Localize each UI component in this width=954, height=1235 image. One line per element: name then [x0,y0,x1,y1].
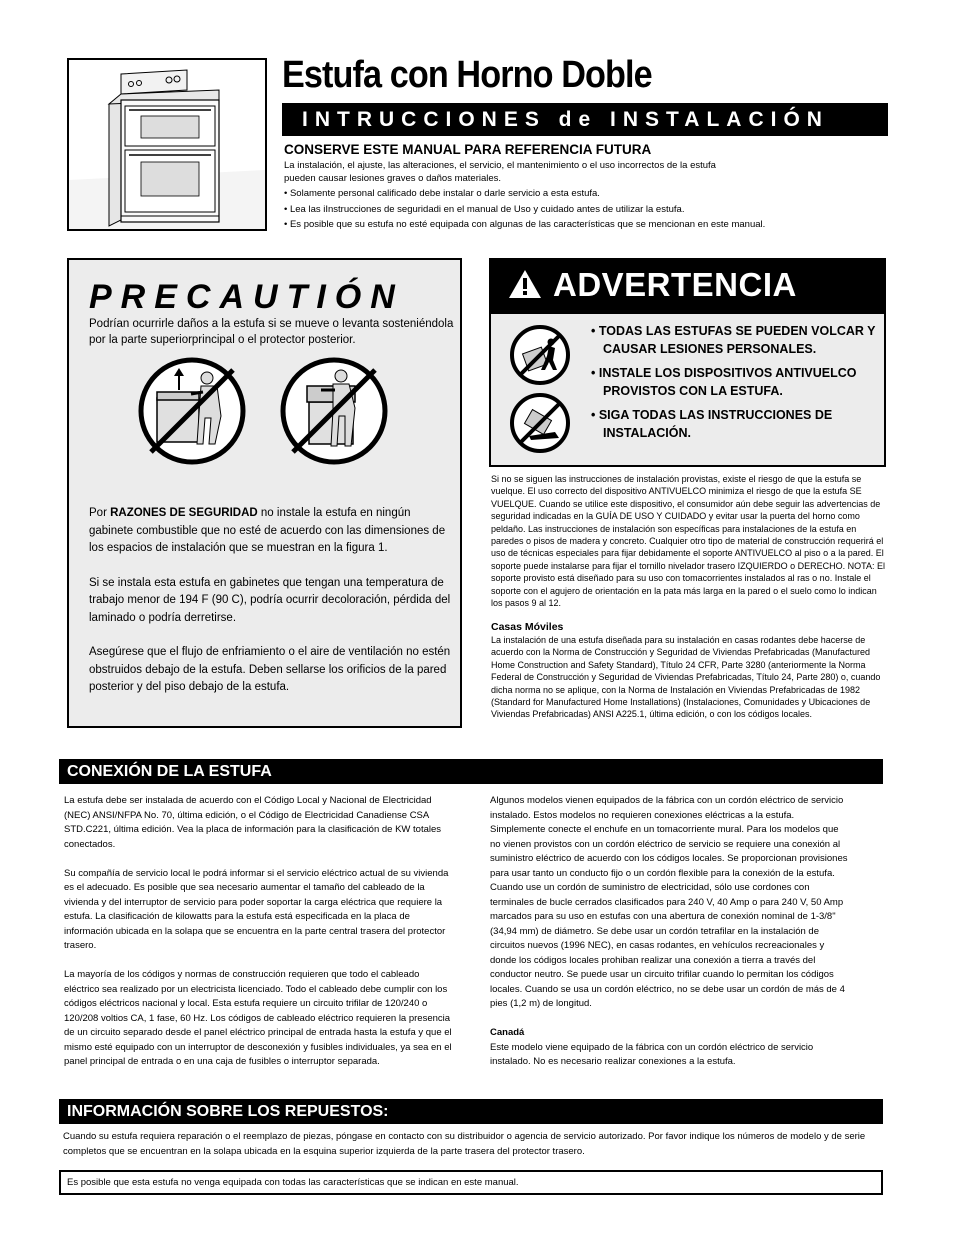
page-subtitle-bar: INTRUCCIONES de INSTALACIÓN [282,103,888,136]
no-tip-over-icon [509,324,571,386]
warning-box [489,312,886,467]
conserve-heading: CONSERVE ESTE MANUAL PARA REFERENCIA FUTURA [284,142,652,157]
connection-left-column [64,794,456,1084]
canada-heading: Canadá [490,1027,525,1038]
intro-bullet: • Lea las iInstrucciones de seguridadi en el manual de Uso y cuidado antes de utilizar la estufa. [284,203,685,215]
connection-paragraph: La estufa debe ser instalada de acuerdo con el Código Local y Nacional de Electricidad (NEC) ANSI/NFPA No. 70, última edición, o el Código de Electricidad Canadiense CSA STD.C221, última edición. Vea la placa de información para la clasificación de KW totales conectados. [64,795,442,850]
warning-text [491,473,886,721]
intro-bullet: • Solamente personal calificado debe instalar o darle servicio a esta estufa. [284,188,600,199]
warning-title: ADVERTENCIA [553,266,797,303]
mobile-homes-paragraph: La instalación de una estufa diseñada para su instalación en casas rodantes debe hacerse de acuerdo con la Norma de Construcción y Seguridad de Viviendas Prefabricadas (Manufactured Home Construction and Safety Standard), Título 24 CFR, Parte 3280 (anteriormente la Norma Federal de Construcción y Seguridad de Viviendas Prefabricadas, Título 24, Parte 280) o, cuando dicha norma no se aplique, con la Norma de Instalación en Viviendas Prefabricadas de 1982 (Standard for Manufactured Home Installations) (Instalaciones, Comunidades y Ubicaciones de Viviendas Prefabricadas) ANSI A225.1, última edición, o con los códigos locales. [491,634,881,720]
precaution-body [89,505,454,714]
no-lift-from-top-icon [137,356,247,466]
precaution-paragraph: Asegúrese que el flujo de enfriamiento o el aire de ventilación no estén obstruidos debajo de la estufa. Deben sellarse los orificios de la pared posterior y del piso debajo de la estufa. [89,646,451,693]
parts-section-bar: INFORMACIÓN SOBRE LOS REPUESTOS: [59,1099,883,1124]
connection-paragraph: Su compañía de servicio local le podrá informar si el servicio eléctrico actual de su vivienda es el adecuado. Es posible que sea necesario aumentar el tamaño del cableado de la vivienda y del interruptor de servicio para poder soportar la carga eléctrica que requiere la estufa. La clasificación de kilowatts para la estufa está especificada en la placa de información ubicada en la solapa que se encuentra en la parte central trasera del protector trasero. [64,867,449,951]
precaution-paragraph: Si se instala esta estufa en gabinetes que tengan una temperatura de trabajo menor de 194 F (90 C), podría ocurrir decoloración, pérdida del laminado o podría derretirse. [89,576,451,624]
intro-line: La instalación, el ajuste, las alteraciones, el servicio, el mantenimiento o el uso incorrectos de la estufa [284,160,716,171]
precaution-title: PRECAUTIÓN [89,278,404,316]
precaution-subtitle: Podrían ocurrirle daños a la estufa si se mueve o levanta sosteniéndola por la parte superiorprincipal o el protector posterior. [89,318,454,346]
warning-list [591,322,881,448]
warning-triangle-icon [507,268,543,300]
warning-item: • INSTALE LOS DISPOSITIVOS ANTIVUELCO PROVISTOS CON LA ESTUFA. [591,366,857,398]
connection-right-column [490,794,850,1084]
precaution-p1-rest: no instale la estufa en ningún gabinete combustible que no esté de acuerdo con las dimensiones de los espacios de instalación que se muestran en la figura 1. [89,507,446,554]
warning-item: • SIGA TODAS LAS INSTRUCCIONES DE INSTALACIÓN. [591,408,833,440]
warning-header [489,258,886,312]
intro-bullet: • Es posible que su estufa no esté equipada con algunas de las características que se mencionan en este manual. [284,219,766,230]
precaution-paragraph [89,505,454,558]
precaution-p1-bold: RAZONES DE SEGURIDAD [110,507,258,519]
no-lift-from-backguard-icon [279,356,389,466]
precaution-p1-prefix: Por [89,507,111,519]
double-oven-range-icon [69,60,265,229]
footer-note: Es posible que esta estufa no venga equipada con todas las características que se indican en este manual. [59,1170,883,1195]
connection-paragraph: Algunos modelos vienen equipados de la fábrica con un cordón eléctrico de servicio instalado. Estos modelos no requieren conexiones eléctricas a la estufa. Simplemente conecte el enchufe en un tomacorriente mural. Para los modelos que no vienen provistos con un cordón eléctrico de servicio se requiere una conexión al suministro eléctrico de acuerdo con los códigos locales. Se proporcionan provisiones para usar tanto un conducto fijo o un cordón flexible para la conexión de la estufa. Cuando use un cordón de suministro de electricidad, sólo use cordones con terminales de bucle cerrados clasificados para 240 V, 40 Amp o para 240 V, 50 Amp marcados para su uso en estufas con una abertura de conexión nominal de 1-3/8" (34,94 mm) de diámetro. Se debe usar un cordón tetrafilar en la instalación de circuitos nuevos (1996 NEC), en casas rodantes, en vehículos recreacionales y donde los códigos locales prohiban realizar una conexión a tierra a través del conductor neutro. Se puede usar un circuito trifilar cuando lo permitan los códigos locales. Cuando se usa un cordón eléctrico, no se debe usar un cordón de más de 4 pies (1,2 m) de longitud. [490,795,848,1009]
intro-text [284,160,884,232]
precaution-box [67,258,462,728]
canada-paragraph: Este modelo viene equipado de la fábrica con un cordón eléctrico de servicio instalado. No es necesario realizar conexiones a la estufa. [490,1041,814,1067]
warning-paragraph: Si no se siguen las instrucciones de instalación provistas, existe el riesgo de que la estufa se vuelque. El uso correcto del dispositivo ANTIVUELCO minimiza el riesgo de que la estufa SE VUELQUE. Cuando se utilice este dispositivo, el consumidor aún debe seguir las advertencias de seguridad indicadas en la GUÍA DE USO Y CUIDADO y evitar usar la puerta del horno como peldaño. Las instrucciones de instalación son específicas para instalaciones de la estufa en paredes o pisos de madera y concreto. Cualquier otro tipo de material de construcción requerirá el uso de técnicas especiales para fijar debidamente el soporte ANTIVUELCO al piso o a la pared. El soporte puede instalarse para fijar el tornillo nivelador trasero IZQUIERDO o DERECHO. NOTA: El soporte provisto está diseñado para su uso con tomacorrientes instalados al ras o no. Instale el soporte con el agujero de orientación en la pata más larga en la pared o el suelo como lo indican los pasos 9 al 12. [491,474,885,609]
parts-paragraph: Cuando su estufa requiera reparación o el reemplazo de piezas, póngase en contacto con su distribuidor o agencia de servicio autorizado. Por favor indique los números de modelo y de serie completos que se encuentran en la solapa ubicada en la esquina superior izquierda de la parte trasera del protector trasero. [63,1131,866,1157]
no-tip-over-icon [509,392,571,454]
stove-illustration [67,58,267,231]
connection-section-bar: CONEXIÓN DE LA ESTUFA [59,759,883,784]
warning-item: • TODAS LAS ESTUFAS SE PUEDEN VOLCAR Y CAUSAR LESIONES PERSONALES. [591,324,876,356]
page-title: Estufa con Horno Doble [282,54,652,96]
mobile-homes-heading: Casas Móviles [491,621,564,634]
intro-line: pueden causar lesiones graves o daños materiales. [284,172,502,184]
connection-paragraph: La mayoría de los códigos y normas de construcción requieren que todo el cableado eléctrico sea realizado por un electricista licenciado. Todo el cableado debe cumplir con los códigos eléctricos nacional y local. Esta estufa requiere un circuito trifilar de 120/240 o 120/208 voltios CA, 1 fase, 60 Hz. Los códigos de cableado eléctrico requieren la presencia de un circuito separado desde el panel eléctrico principal de entrada hasta la estufa y que el mismo esté equipado con un interruptor de desconexión y fusibles individuales, ya sea en el panel principal de entrada o en una caja de fusibles o interruptor separada. [64,969,452,1067]
